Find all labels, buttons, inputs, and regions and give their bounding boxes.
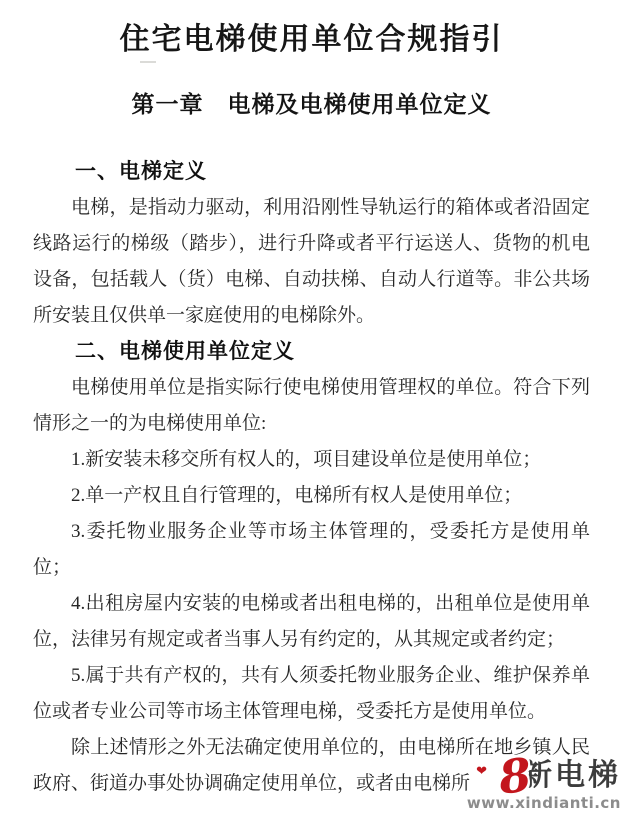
paragraph-fallback-determination: 除上述情形之外无法确定使用单位的，由电梯所在地乡镇人民政府、街道办事处协调确定使用单位，或者由电梯所 xyxy=(33,737,590,794)
brand-url: www.xindianti.cn xyxy=(466,794,621,812)
title-underline-artifact xyxy=(140,61,156,63)
paragraph-use-unit-intro: 电梯使用单位是指实际行使电梯使用管理权的单位。符合下列情形之一的为电梯使用单位: xyxy=(33,377,590,434)
chapter-heading: 第一章 电梯及电梯使用单位定义 xyxy=(131,92,492,117)
page-title: 住宅电梯使用单位合规指引 xyxy=(119,23,504,56)
heart-icon: ❤ xyxy=(476,764,487,779)
list-item-4: 4.出租房屋内安装的电梯或者出租电梯的，出租单位是使用单位，法律另有规定或者当事人另有约定的，从其规定或者约定； xyxy=(33,593,590,650)
section-heading-use-unit-definition: 二、电梯使用单位定义 xyxy=(75,340,295,363)
list-item-2: 2.单一产权且自行管理的，电梯所有权人是使用单位； xyxy=(71,485,523,506)
brand-logo-text: 新电梯 xyxy=(522,758,621,793)
site-watermark xyxy=(466,747,621,812)
list-item-5: 5.属于共有产权的，共有人须委托物业服务企业、维护保养单位或者专业公司等市场主体管理电梯，受委托方是使用单位。 xyxy=(33,665,590,722)
document-body xyxy=(33,154,590,805)
brand-mark-icon: 8 xyxy=(496,747,534,805)
paragraph-elevator-definition: 电梯，是指动力驱动，利用沿刚性导轨运行的箱体或者沿固定线路运行的梯级（踏步），进行升降或者平行运送人、货物的机电设备，包括载人（货）电梯、自动扶梯、自动人行道等。非公共场所安装且仅供单一家庭使用的电梯除外。 xyxy=(33,197,590,326)
list-item-3: 3.委托物业服务企业等市场主体管理的，受委托方是使用单位； xyxy=(33,521,590,578)
list-item-1: 1.新安装未移交所有权人的，项目建设单位是使用单位； xyxy=(71,449,542,470)
section-heading-elevator-definition: 一、电梯定义 xyxy=(75,160,207,183)
